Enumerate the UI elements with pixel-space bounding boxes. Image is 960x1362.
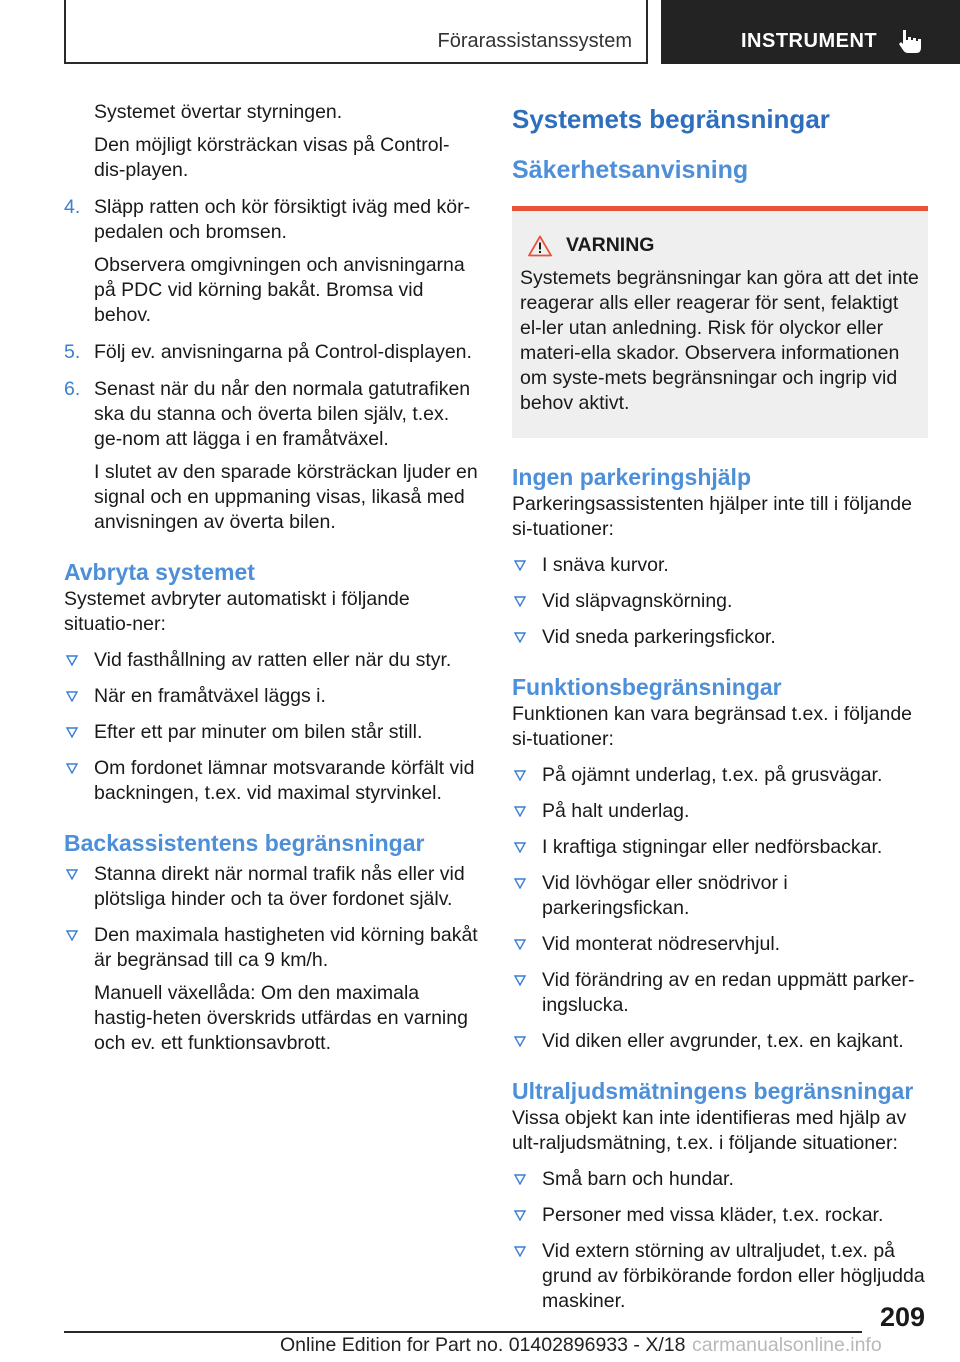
list-item-text: Vid fasthållning av ratten eller när du styr. xyxy=(94,649,452,671)
header-chapter-box xyxy=(661,0,960,64)
warning-box xyxy=(512,206,928,438)
list-item-text: Små barn och hundar. xyxy=(542,1168,734,1190)
triangle-bullet-icon xyxy=(514,842,526,853)
right-column xyxy=(512,102,928,1314)
list-item xyxy=(64,923,480,973)
list-item xyxy=(512,1203,928,1228)
list-item-text: Stanna direkt när normal trafik nås eller vid plötsliga hinder och ta över fordonet själv. xyxy=(94,863,465,910)
triangle-bullet-icon xyxy=(514,1210,526,1221)
paragraph: Den möjligt körsträckan visas på Control-dis-playen. xyxy=(94,134,450,181)
step-number: 5. xyxy=(64,341,81,363)
header-chapter-title: INSTRUMENT xyxy=(741,30,878,52)
triangle-bullet-icon xyxy=(514,632,526,643)
list-item-text: I snäva kurvor. xyxy=(542,554,669,576)
list-item xyxy=(512,968,928,1018)
triangle-bullet-icon xyxy=(66,930,78,941)
section-intro: Systemet avbryter automatiskt i följande situatio-ner: xyxy=(64,588,410,635)
step-text: Släpp ratten och kör försiktigt iväg med kör-pedalen och bromsen. xyxy=(94,196,471,243)
list-item xyxy=(512,763,928,788)
list-item xyxy=(64,684,480,709)
list-item xyxy=(512,799,928,824)
step-item xyxy=(64,340,480,365)
warning-triangle-icon xyxy=(528,235,552,257)
list-item xyxy=(512,932,928,957)
list-item-text: Personer med vissa kläder, t.ex. rockar. xyxy=(542,1204,884,1226)
triangle-bullet-icon xyxy=(66,727,78,738)
warning-body: Systemets begränsningar kan göra att det inte reagerar alls eller reagerar för sent, felaktigt el-ler utan anledning. Risk för olyckor eller materi-ella skador. Observera informationen om syste-mets begränsningar och ingrip vid behov aktivt. xyxy=(520,267,919,414)
list-item xyxy=(512,1239,928,1314)
list-item xyxy=(512,553,928,578)
triangle-bullet-icon xyxy=(66,869,78,880)
step-note: Observera omgivningen och anvisningarna på PDC vid körning bakåt. Bromsa vid behov. xyxy=(94,254,465,326)
list-item-text: Vid släpvagnskörning. xyxy=(542,590,733,612)
list-item-text: Vid monterat nödreservhjul. xyxy=(542,933,781,955)
triangle-bullet-icon xyxy=(514,1174,526,1185)
triangle-bullet-icon xyxy=(514,770,526,781)
list-item-text: På ojämnt underlag, t.ex. på grusvägar. xyxy=(542,764,883,786)
step-item xyxy=(64,377,480,535)
section-heading-abort: Avbryta systemet xyxy=(64,559,255,585)
list-item-text: När en framåtväxel läggs i. xyxy=(94,685,326,707)
footer-divider xyxy=(64,1331,862,1333)
triangle-bullet-icon xyxy=(514,1036,526,1047)
list-item xyxy=(64,648,480,673)
triangle-bullet-icon xyxy=(66,763,78,774)
list-item xyxy=(512,871,928,921)
watermark: carmanualsonline.info xyxy=(692,1334,882,1356)
triangle-bullet-icon xyxy=(514,560,526,571)
triangle-bullet-icon xyxy=(514,1246,526,1257)
header-section-title: Förarassistanssystem xyxy=(437,30,632,52)
paragraph: Systemet övertar styrningen. xyxy=(94,101,343,123)
list-item xyxy=(512,835,928,860)
list-item xyxy=(64,720,480,745)
list-item-text: Vid sneda parkeringsfickor. xyxy=(542,626,776,648)
step-number: 4. xyxy=(64,196,81,218)
warning-title: VARNING xyxy=(566,234,655,256)
section-heading-backassist: Backassistentens begränsningar xyxy=(64,830,425,856)
section-heading-safety: Säkerhetsanvisning xyxy=(512,156,749,184)
list-item xyxy=(512,1029,928,1054)
step-item xyxy=(64,195,480,328)
header-section-box xyxy=(64,0,648,64)
list-item xyxy=(512,625,928,650)
footer-edition: Online Edition for Part no. 01402896933 - X/18 xyxy=(280,1334,686,1356)
list-item xyxy=(512,1167,928,1192)
hand-pointer-icon xyxy=(897,28,923,54)
list-item-text: På halt underlag. xyxy=(542,800,690,822)
section-intro: Vissa objekt kan inte identifieras med hjälp av ult-raljudsmätning, t.ex. i följande situationer: xyxy=(512,1107,907,1154)
step-text: Följ ev. anvisningarna på Control-displayen. xyxy=(94,341,472,363)
section-heading-no-parking: Ingen parkeringshjälp xyxy=(512,464,751,490)
triangle-bullet-icon xyxy=(514,878,526,889)
step-number: 6. xyxy=(64,378,81,400)
warning-header xyxy=(528,233,920,258)
list-item-text: Vid diken eller avgrunder, t.ex. en kajkant. xyxy=(542,1030,904,1052)
triangle-bullet-icon xyxy=(514,806,526,817)
list-item-text: Om fordonet lämnar motsvarande körfält vid backningen, t.ex. vid maximal styrvinkel. xyxy=(94,757,475,804)
list-item xyxy=(512,589,928,614)
page-number: 209 xyxy=(880,1302,926,1332)
list-item-text: Efter ett par minuter om bilen står still. xyxy=(94,721,423,743)
triangle-bullet-icon xyxy=(514,596,526,607)
section-intro: Parkeringsassistenten hjälper inte till i följande si-tuationer: xyxy=(512,493,912,540)
triangle-bullet-icon xyxy=(514,939,526,950)
triangle-bullet-icon xyxy=(66,655,78,666)
list-item-text: Vid extern störning av ultraljudet, t.ex. på grund av förbikörande fordon eller högljudda maskiner. xyxy=(542,1240,925,1312)
paragraph: Manuell växellåda: Om den maximala hastig-heten överskrids utfärdas en varning och ev. ett funktionsavbrott. xyxy=(94,982,468,1054)
section-heading-func-limits: Funktionsbegränsningar xyxy=(512,674,782,700)
list-item-text: I kraftiga stigningar eller nedförsbackar. xyxy=(542,836,883,858)
list-item-text: Vid lövhögar eller snödrivor i parkeringsfickan. xyxy=(542,872,788,919)
list-item-text: Vid förändring av en redan uppmätt parker-ingslucka. xyxy=(542,969,915,1016)
triangle-bullet-icon xyxy=(514,975,526,986)
list-item-text: Den maximala hastigheten vid körning bakåt är begränsad till ca 9 km/h. xyxy=(94,924,478,971)
triangle-bullet-icon xyxy=(66,691,78,702)
page-section-title: Systemets begränsningar xyxy=(512,104,830,134)
list-item xyxy=(64,862,480,912)
left-column xyxy=(64,100,480,1056)
list-item xyxy=(64,756,480,806)
step-text: Senast när du når den normala gatutrafiken ska du stanna och överta bilen själv, t.ex. ge-nom att lägga i en framåtväxel. xyxy=(94,378,471,450)
section-intro: Funktionen kan vara begränsad t.ex. i följande si-tuationer: xyxy=(512,703,913,750)
section-heading-ultrasonic: Ultraljudsmätningens begränsningar xyxy=(512,1078,914,1104)
step-note: I slutet av den sparade körsträckan ljuder en signal och en uppmaning visas, likaså med anvisningen av överta bilen. xyxy=(94,461,478,533)
